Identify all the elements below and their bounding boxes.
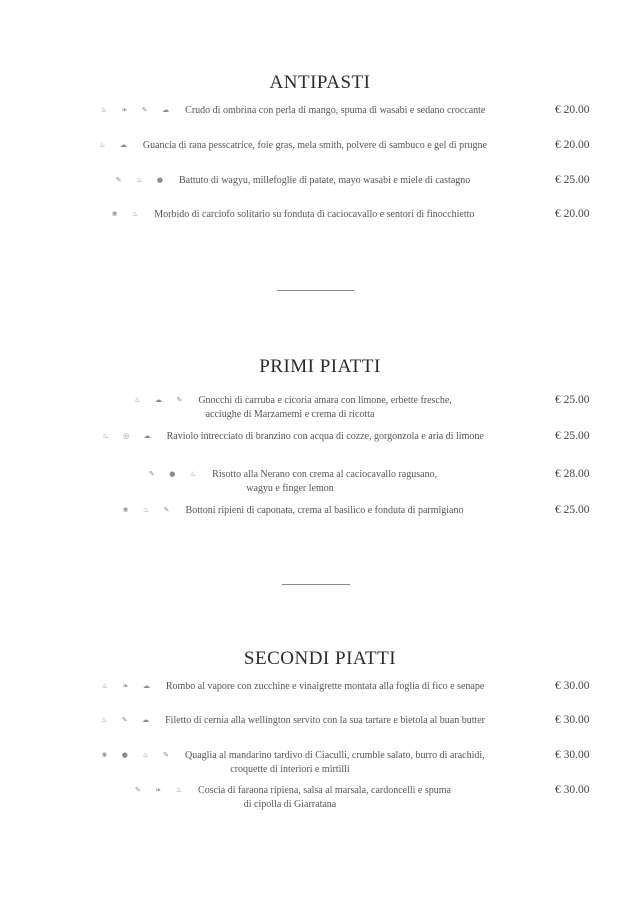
gluten-icon: ♨ (101, 682, 108, 690)
dish-description: Crudo di ombrina con perla di mango, spuma di wasabi e sedano croccante (185, 105, 486, 117)
gluten-icon: ♨ (136, 176, 143, 184)
allergen-icons (110, 174, 169, 188)
dish-price: € 25.00 (555, 394, 590, 406)
allergen-icons (106, 208, 145, 222)
dairy-icon: ☁ (143, 432, 151, 440)
dish-price: € 20.00 (555, 104, 590, 116)
allergen-icons (143, 468, 202, 482)
fish-icon: ❧ (122, 682, 129, 690)
dish-description: Raviolo intrecciato di branzino con acqua di cozze, gorgonzola e aria di limone (166, 431, 484, 443)
nut-icon: ❀ (111, 210, 118, 218)
shellfish-icon: ✎ (135, 786, 141, 794)
dish-description: Quaglia al mandarino tardivo di Ciaculli, crumble salato, burro di arachidi, (185, 750, 485, 762)
allergen-icons (95, 749, 175, 763)
dish-description: Risotto alla Nerano con crema al caciocavallo ragusano, (212, 469, 438, 481)
section-title-primi-piatti: PRIMI PIATTI (259, 356, 381, 377)
dairy-icon: ☁ (162, 106, 170, 114)
dish-price: € 20.00 (555, 139, 590, 151)
dish-description: Rombo al vapore con zucchine e vinaigrette montata alla foglia di fico e senape (165, 681, 485, 693)
gluten-icon: ♨ (100, 716, 108, 724)
dish-description: Morbido di carciofo solitario su fonduta di caciocavallo e sentori di finocchietto (154, 209, 475, 221)
dish-price: € 25.00 (555, 430, 590, 442)
dish-description-line2: croquette di interiori e mirtilli (230, 763, 350, 775)
dairy-icon: ☁ (154, 396, 162, 404)
fish-icon: ❧ (121, 106, 128, 114)
dish-price: € 25.00 (555, 174, 590, 186)
gluten-icon: ♨ (189, 470, 197, 478)
dish-price: € 30.00 (555, 714, 590, 726)
allergen-icons (128, 394, 188, 408)
allergen-icons (95, 714, 155, 728)
shellfish-icon: ✎ (163, 506, 170, 514)
dish-description-line2: di cipolla di Giarratana (243, 798, 337, 810)
dish-description: Bottoni ripieni di caponata, crema al basilico e fonduta di parmigiano (185, 505, 464, 517)
dish-price: € 30.00 (555, 680, 590, 692)
shellfish-icon: ✎ (163, 751, 169, 759)
gluten-icon: ♨ (99, 141, 106, 149)
dish-description-line2: wagyu e finger lemon (246, 482, 334, 494)
shellfish-icon: ✎ (148, 470, 155, 478)
dairy-icon: ☁ (119, 141, 127, 149)
dish-description: Guancia di rana pesscatrice, foie gras, mela smith, polvere di sambuco e gel di prugne (142, 140, 487, 152)
nut-icon: ❀ (101, 751, 108, 759)
section-title-secondi-piatti: SECONDI PIATTI (243, 648, 397, 669)
nut-icon: ❀ (122, 506, 129, 514)
dish-price: € 20.00 (555, 208, 590, 220)
gluten-icon: ♨ (142, 751, 149, 759)
shellfish-icon: ✎ (141, 106, 148, 114)
egg-icon: ● (156, 176, 163, 184)
shellfish-icon: ✎ (176, 396, 183, 404)
dairy-icon: ☁ (142, 682, 150, 690)
dairy-icon: ☁ (142, 716, 150, 724)
allergen-icons (96, 430, 156, 444)
dish-price: € 28.00 (555, 468, 590, 480)
dish-price: € 30.00 (555, 749, 590, 761)
sesame-icon: ◎ (122, 432, 130, 440)
dish-price: € 25.00 (555, 504, 590, 516)
allergen-icons (95, 104, 176, 118)
gluten-icon: ♨ (142, 506, 150, 514)
shellfish-icon: ✎ (115, 176, 122, 184)
dish-description-line2: acciughe di Marzamemi e crema di ricotta (205, 408, 375, 420)
allergen-icons (129, 784, 188, 798)
dish-description: Battuto di wagyu, millefoglie di patate, mayo wasabi e miele di castagno (178, 175, 471, 187)
allergen-icons (96, 680, 156, 694)
gluten-icon: ♨ (102, 432, 109, 440)
gluten-icon: ♨ (131, 210, 139, 218)
dish-description: Filetto di cernia alla wellington servito con la sua tartare e bietola al buan butter (165, 715, 486, 727)
fish-icon: ❧ (155, 786, 162, 794)
dish-price: € 30.00 (555, 784, 590, 796)
shellfish-icon: ✎ (121, 716, 128, 724)
egg-icon: ● (121, 751, 128, 759)
gluten-icon: ♨ (175, 786, 183, 794)
egg-icon: ● (169, 470, 176, 478)
gluten-icon: ♨ (100, 106, 107, 114)
section-divider (282, 584, 350, 585)
allergen-icons (93, 139, 133, 153)
allergen-icons (117, 504, 176, 518)
gluten-icon: ♨ (134, 396, 141, 404)
section-title-antipasti: ANTIPASTI (269, 72, 371, 93)
section-divider (277, 290, 354, 291)
dish-description: Coscia di faraona ripiena, salsa al marsala, cardoncelli e spuma (198, 785, 451, 797)
dish-description: Gnocchi di carruba e cicoria amara con limone, erbette fresche, (198, 395, 452, 407)
